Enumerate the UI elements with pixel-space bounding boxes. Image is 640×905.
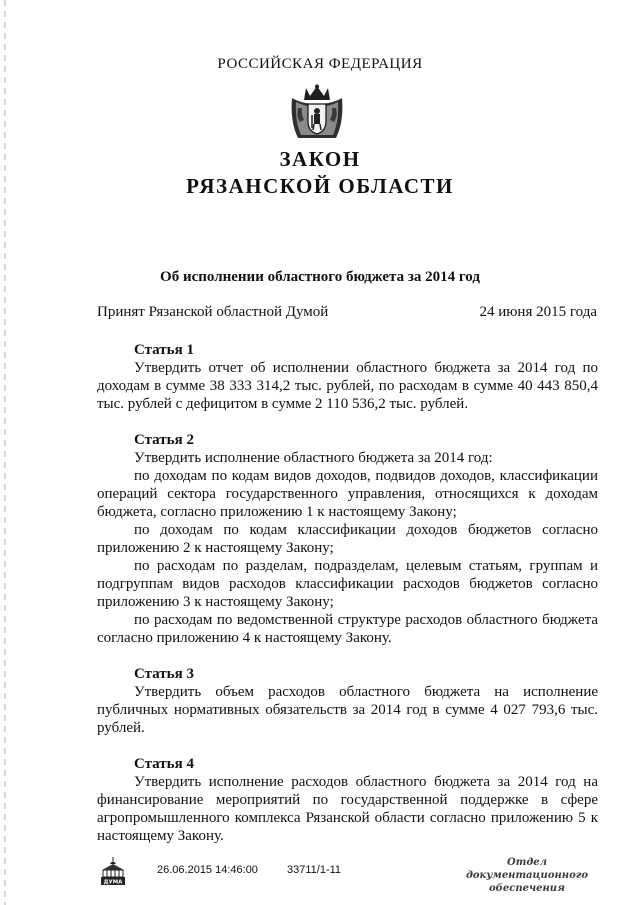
duma-building-icon xyxy=(99,856,127,886)
article-paragraph: Утвердить исполнение областного бюджета за 2014 год: xyxy=(134,450,493,466)
department-stamp xyxy=(452,856,602,895)
footer-timestamp: 26.06.2015 14:46:00 xyxy=(157,864,258,876)
article-paragraph: Утвердить отчет об исполнении областного бюджета за 2014 год по доходам в сумме 38 333 314,2 тыс. рублей, по расходам в сумме 40 443 850,4 тыс. рублей с дефицитом в сумме 2 110 536,2 тыс. рублей. xyxy=(97,360,598,412)
article-1 xyxy=(97,341,598,413)
ryazan-coat-of-arms-icon xyxy=(288,84,346,144)
article-4 xyxy=(97,755,598,845)
adopted-date: 24 июня 2015 года xyxy=(479,304,597,320)
article-paragraph: Утвердить исполнение расходов областного бюджета за 2014 год на финансирование мероприятий по государственной поддержке в сфере агропромышленного комплекса Рязанской области согласно приложению 5 к настоящему Закону. xyxy=(97,774,598,844)
scan-edge-artifact xyxy=(4,0,6,905)
stamp-line1: Отдел документационного xyxy=(465,857,589,881)
adopted-by: Принят Рязанской областной Думой xyxy=(97,304,329,320)
article-paragraph: по доходам по кодам классификации доходов бюджетов согласно приложению 2 к настоящему Закону; xyxy=(97,522,598,556)
federation-heading: РОССИЙСКАЯ ФЕДЕРАЦИЯ xyxy=(217,56,423,72)
footer-registration-number: 33711/1-11 xyxy=(287,864,342,876)
article-title: Статья 2 xyxy=(134,432,194,448)
article-title: Статья 3 xyxy=(134,666,194,682)
law-title-line2: РЯЗАНСКОЙ ОБЛАСТИ xyxy=(186,174,454,198)
law-title-line1: ЗАКОН xyxy=(279,147,361,171)
article-title: Статья 1 xyxy=(134,342,194,358)
duma-logo-text: ДУМА xyxy=(103,879,123,886)
law-body xyxy=(97,341,598,863)
article-paragraph: по доходам по кодам видов доходов, подвидов доходов, классификации операций сектора государственного управления, относящихся к доходам бюджета, согласно приложению 1 к настоящему Закону; xyxy=(97,468,598,520)
law-title xyxy=(0,146,640,200)
document-footer xyxy=(0,856,640,896)
document-title: Об исполнении областного бюджета за 2014 год xyxy=(160,269,480,285)
article-title: Статья 4 xyxy=(134,756,194,772)
article-3 xyxy=(97,665,598,737)
article-paragraph: по расходам по ведомственной структуре расходов областного бюджета согласно приложению 4 к настоящему Закону. xyxy=(97,612,598,646)
article-2 xyxy=(97,431,598,647)
article-paragraph: Утвердить объем расходов областного бюджета на исполнение публичных нормативных обязательств за 2014 год в сумме 4 027 793,6 тыс. рублей. xyxy=(97,684,598,736)
article-paragraph: по расходам по разделам, подразделам, целевым статьям, группам и подгруппам видов расходов классификации расходов бюджетов согласно приложению 3 к настоящему Закону; xyxy=(97,558,598,610)
stamp-line2: обеспечения xyxy=(488,883,565,894)
